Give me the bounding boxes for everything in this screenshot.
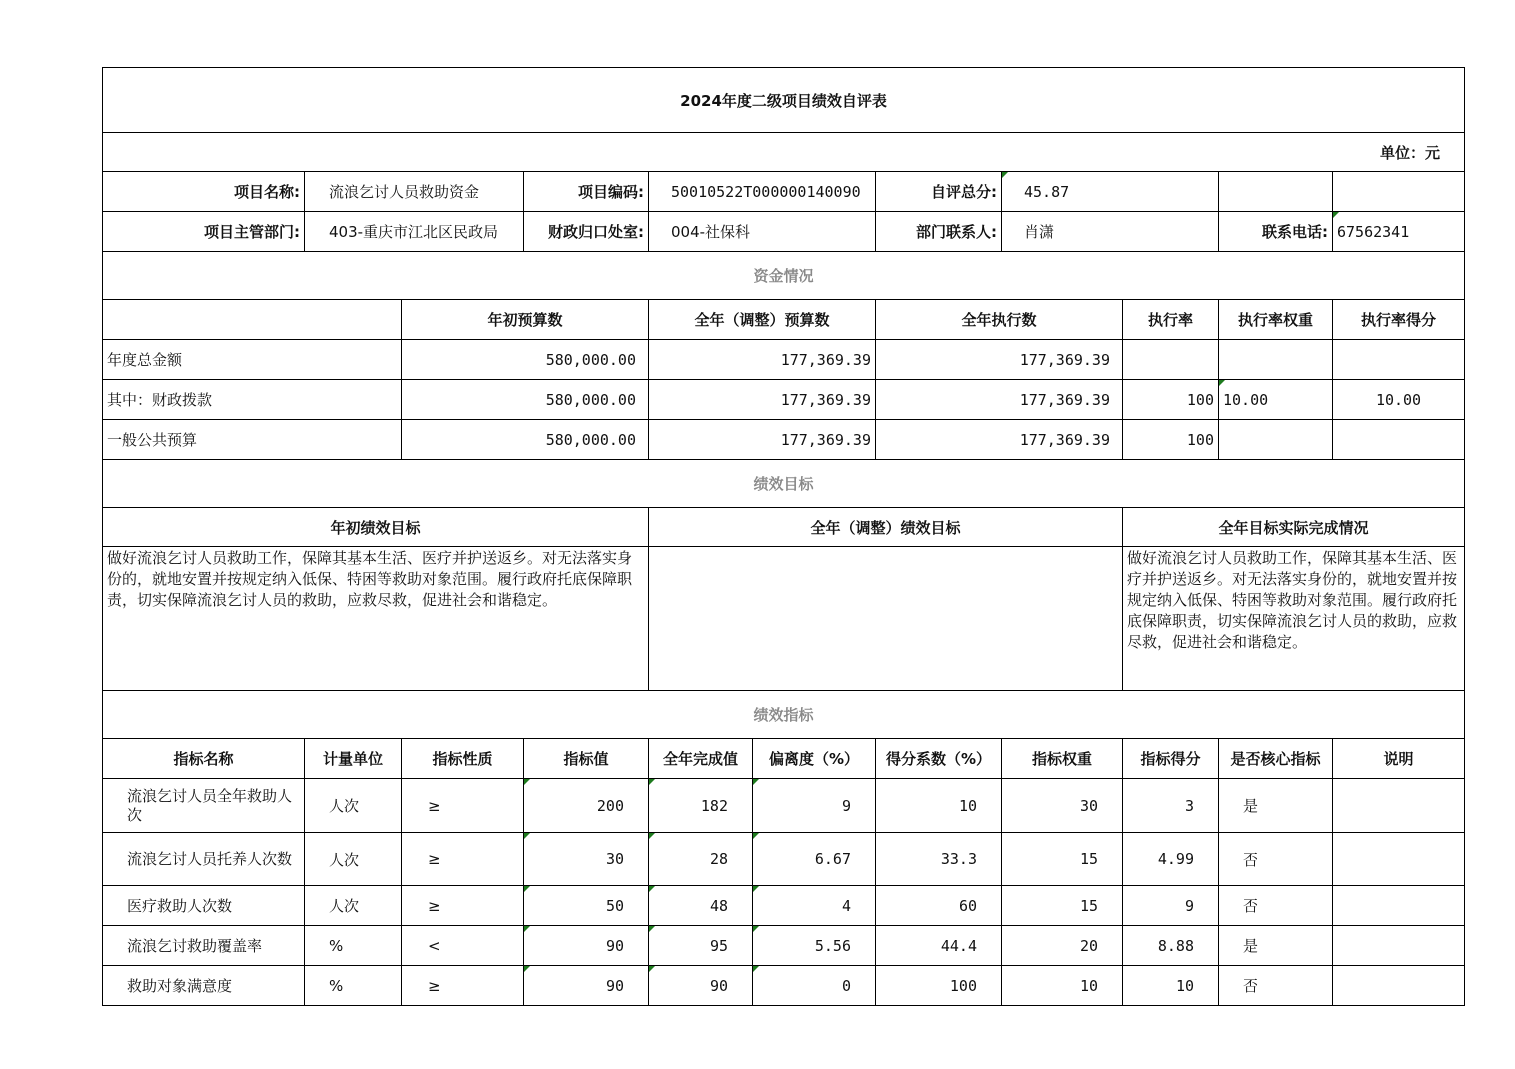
indicator-score: 4.99 — [1123, 833, 1219, 886]
indicator-unit: % — [305, 966, 402, 1006]
indicator-unit: 人次 — [305, 833, 402, 886]
indicator-row — [103, 833, 1465, 886]
funds-header: 执行率 — [1123, 300, 1219, 340]
office-label: 财政归口处室: — [524, 212, 649, 252]
funds-weight — [1219, 340, 1333, 380]
indicator-coef: 33.3 — [876, 833, 1002, 886]
indicator-header: 计量单位 — [305, 739, 402, 779]
section-goals-title: 绩效目标 — [103, 460, 1465, 508]
funds-row — [103, 340, 1465, 380]
project-code-label: 项目编码: — [524, 172, 649, 212]
funds-row — [103, 380, 1465, 420]
performance-evaluation-table — [102, 67, 1465, 1006]
indicator-weight: 30 — [1002, 779, 1123, 833]
indicator-note — [1333, 926, 1465, 966]
indicator-target: 90 — [524, 966, 649, 1006]
indicator-weight: 15 — [1002, 886, 1123, 926]
indicator-actual: 182 — [649, 779, 753, 833]
indicator-weight: 15 — [1002, 833, 1123, 886]
empty-cell — [103, 300, 402, 340]
indicator-header: 指标值 — [524, 739, 649, 779]
funds-header: 全年执行数 — [876, 300, 1123, 340]
indicator-note — [1333, 886, 1465, 926]
contact-value: 肖潇 — [1002, 212, 1219, 252]
empty-cell — [1333, 172, 1465, 212]
indicator-weight: 10 — [1002, 966, 1123, 1006]
funds-row-name: 其中：财政拨款 — [103, 380, 402, 420]
goal-actual-text: 做好流浪乞讨人员救助工作，保障其基本生活、医疗并护送返乡。对无法落实身份的，就地安置并按规定纳入低保、特困等救助对象范围。履行政府托底保障职责，切实保障流浪乞讨人员的救助，应救尽救，促进社会和谐稳定。 — [1123, 547, 1465, 691]
indicator-header: 指标性质 — [402, 739, 524, 779]
indicator-deviation: 4 — [753, 886, 876, 926]
indicator-header: 全年完成值 — [649, 739, 753, 779]
indicator-coef: 44.4 — [876, 926, 1002, 966]
indicator-note — [1333, 833, 1465, 886]
indicator-header: 指标权重 — [1002, 739, 1123, 779]
funds-adjusted: 177,369.39 — [649, 420, 876, 460]
indicator-deviation: 9 — [753, 779, 876, 833]
self-score-value: 45.87 — [1002, 172, 1219, 212]
indicator-actual: 95 — [649, 926, 753, 966]
funds-header: 年初预算数 — [402, 300, 649, 340]
indicator-target: 50 — [524, 886, 649, 926]
goal-adjusted-text — [649, 547, 1123, 691]
indicator-actual: 90 — [649, 966, 753, 1006]
indicator-note — [1333, 779, 1465, 833]
indicator-core: 否 — [1219, 886, 1333, 926]
indicator-weight: 20 — [1002, 926, 1123, 966]
indicator-name: 流浪乞讨人员全年救助人次 — [103, 779, 305, 833]
indicator-target: 90 — [524, 926, 649, 966]
indicator-row — [103, 966, 1465, 1006]
indicator-name: 流浪乞讨人员托养人次数 — [103, 833, 305, 886]
contact-label: 部门联系人: — [876, 212, 1002, 252]
indicator-unit: 人次 — [305, 779, 402, 833]
indicator-coef: 100 — [876, 966, 1002, 1006]
indicator-score: 8.88 — [1123, 926, 1219, 966]
indicator-coef: 60 — [876, 886, 1002, 926]
section-indicators-title: 绩效指标 — [103, 691, 1465, 739]
funds-weight — [1219, 420, 1333, 460]
funds-initial: 580,000.00 — [402, 420, 649, 460]
funds-adjusted: 177,369.39 — [649, 340, 876, 380]
indicator-score: 3 — [1123, 779, 1219, 833]
project-name-label: 项目名称: — [103, 172, 305, 212]
phone-label: 联系电话: — [1219, 212, 1333, 252]
indicator-header: 说明 — [1333, 739, 1465, 779]
indicator-name: 医疗救助人次数 — [103, 886, 305, 926]
indicator-row — [103, 779, 1465, 833]
indicator-nature: ≥ — [402, 886, 524, 926]
indicator-score: 9 — [1123, 886, 1219, 926]
indicator-unit: 人次 — [305, 886, 402, 926]
indicator-core: 否 — [1219, 833, 1333, 886]
funds-header: 全年（调整）预算数 — [649, 300, 876, 340]
indicator-note — [1333, 966, 1465, 1006]
funds-score: 10.00 — [1333, 380, 1465, 420]
indicator-nature: ≥ — [402, 966, 524, 1006]
funds-executed: 177,369.39 — [876, 420, 1123, 460]
indicator-core: 是 — [1219, 926, 1333, 966]
dept-value: 403-重庆市江北区民政局 — [305, 212, 524, 252]
indicator-actual: 48 — [649, 886, 753, 926]
funds-score — [1333, 340, 1465, 380]
indicator-target: 200 — [524, 779, 649, 833]
indicator-header: 得分系数（%） — [876, 739, 1002, 779]
funds-header: 执行率得分 — [1333, 300, 1465, 340]
indicator-header: 是否核心指标 — [1219, 739, 1333, 779]
indicator-target: 30 — [524, 833, 649, 886]
funds-adjusted: 177,369.39 — [649, 380, 876, 420]
indicator-core: 是 — [1219, 779, 1333, 833]
funds-rate: 100 — [1123, 420, 1219, 460]
indicator-header: 指标得分 — [1123, 739, 1219, 779]
indicator-header: 偏离度（%） — [753, 739, 876, 779]
funds-rate: 100 — [1123, 380, 1219, 420]
indicator-row — [103, 886, 1465, 926]
dept-label: 项目主管部门: — [103, 212, 305, 252]
indicator-coef: 10 — [876, 779, 1002, 833]
funds-executed: 177,369.39 — [876, 380, 1123, 420]
office-value: 004-社保科 — [649, 212, 876, 252]
funds-initial: 580,000.00 — [402, 340, 649, 380]
funds-row — [103, 420, 1465, 460]
goals-header-initial: 年初绩效目标 — [103, 508, 649, 547]
page-title: 2024年度二级项目绩效自评表 — [103, 68, 1465, 133]
project-name-value: 流浪乞讨人员救助资金 — [305, 172, 524, 212]
indicator-header: 指标名称 — [103, 739, 305, 779]
indicator-deviation: 5.56 — [753, 926, 876, 966]
indicator-core: 否 — [1219, 966, 1333, 1006]
indicator-score: 10 — [1123, 966, 1219, 1006]
indicator-row — [103, 926, 1465, 966]
funds-row-name: 年度总金额 — [103, 340, 402, 380]
goals-header-adjusted: 全年（调整）绩效目标 — [649, 508, 1123, 547]
indicator-nature: ≥ — [402, 779, 524, 833]
indicator-deviation: 6.67 — [753, 833, 876, 886]
unit-label: 单位：元 — [103, 133, 1465, 172]
funds-rate — [1123, 340, 1219, 380]
self-score-label: 自评总分: — [876, 172, 1002, 212]
funds-initial: 580,000.00 — [402, 380, 649, 420]
indicator-unit: % — [305, 926, 402, 966]
section-funds-title: 资金情况 — [103, 252, 1465, 300]
phone-value: 67562341 — [1333, 212, 1465, 252]
funds-row-name: 一般公共预算 — [103, 420, 402, 460]
indicator-nature: ≥ — [402, 833, 524, 886]
indicator-name: 流浪乞讨救助覆盖率 — [103, 926, 305, 966]
indicator-name: 救助对象满意度 — [103, 966, 305, 1006]
empty-cell — [1219, 172, 1333, 212]
project-code-value: 50010522T000000140090 — [649, 172, 876, 212]
funds-weight: 10.00 — [1219, 380, 1333, 420]
goal-initial-text: 做好流浪乞讨人员救助工作，保障其基本生活、医疗并护送返乡。对无法落实身份的，就地安置并按规定纳入低保、特困等救助对象范围。履行政府托底保障职责，切实保障流浪乞讨人员的救助，应救尽救，促进社会和谐稳定。 — [103, 547, 649, 691]
indicator-deviation: 0 — [753, 966, 876, 1006]
indicator-actual: 28 — [649, 833, 753, 886]
funds-executed: 177,369.39 — [876, 340, 1123, 380]
goals-header-actual: 全年目标实际完成情况 — [1123, 508, 1465, 547]
indicator-nature: < — [402, 926, 524, 966]
funds-score — [1333, 420, 1465, 460]
funds-header: 执行率权重 — [1219, 300, 1333, 340]
